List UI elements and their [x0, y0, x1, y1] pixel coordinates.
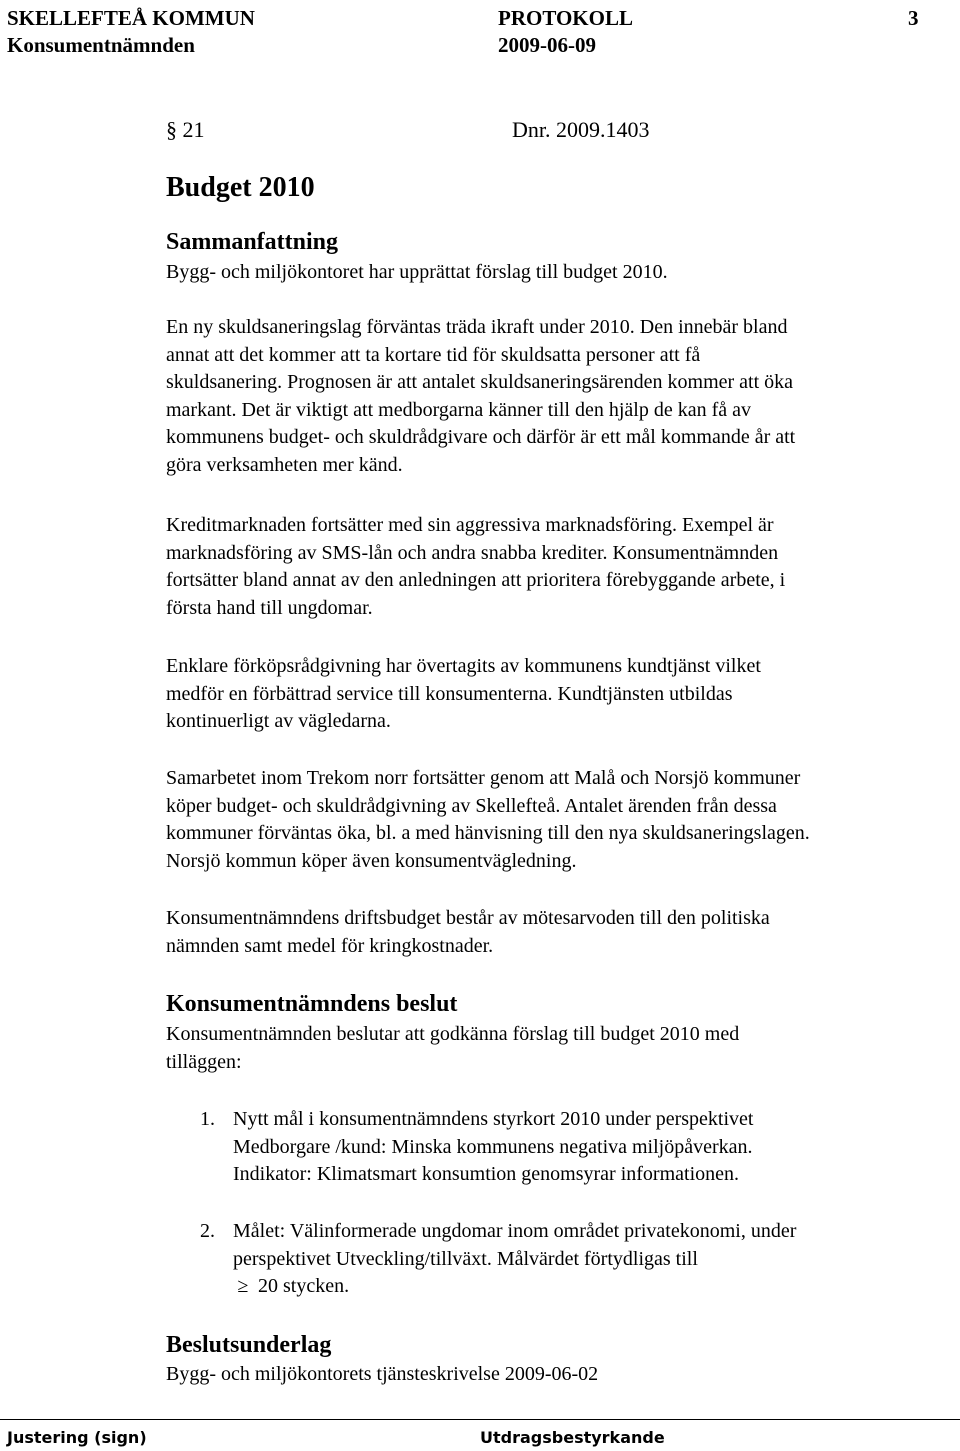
page-title: Budget 2010 [166, 172, 315, 203]
footer-justering: Justering (sign) [7, 1428, 147, 1447]
basis-heading: Beslutsunderlag [166, 1332, 332, 1358]
summary-paragraph-6: Konsumentnämndens driftsbudget består av mötesarvoden till den politiska nämnden samt medel för kringkostnader. [166, 907, 770, 957]
decision-item-2: Målet: Välinformerade ungdomar inom området privatekonomi, under perspektivet Utveckling/tillväxt. Målvärdet förtydligas till ≥ 20 stycken. [233, 1218, 796, 1301]
summary-heading: Sammanfattning [166, 229, 339, 255]
decision-heading: Konsumentnämndens beslut [166, 991, 458, 1017]
summary-paragraph-5: Samarbetet inom Trekom norr fortsätter genom att Malå och Norsjö kommuner köper budget- och skuldrådgivning av Skellefteå. Antalet ärenden från dessa kommuner förväntas öka, bl. a med hänvisning till den nya skuldsaneringslagen. Norsjö kommun köper även konsumentvägledning. [166, 767, 810, 872]
header-page-number: 3 [908, 6, 919, 30]
decision-item-1-number: 1. [200, 1108, 215, 1130]
summary-paragraph-1: Bygg- och miljökontoret har upprättat förslag till budget 2010. [166, 261, 668, 283]
decision-item-2-number: 2. [200, 1220, 215, 1242]
decision-item-1: Nytt mål i konsumentnämndens styrkort 2010 under perspektivet Medborgare /kund: Minska kommunens negativa miljöpåverkan. Indikator: Klimatsmart konsumtion genomsyrar informationen. [233, 1108, 754, 1185]
target-value-text: 20 stycken. [258, 1275, 350, 1297]
header-committee: Konsumentnämnden [7, 33, 195, 57]
dnr: Dnr. 2009.1403 [512, 117, 650, 142]
section-number: § 21 [166, 117, 205, 142]
header-org: SKELLEFTEÅ KOMMUN [7, 6, 255, 30]
signature-divider [0, 1419, 960, 1420]
summary-paragraph-4: Enklare förköpsrådgivning har övertagits av kommunens kundtjänst vilket medför en förbättrad service till konsumenterna. Kundtjänsten utbildas kontinuerligt av vägledarna. [166, 655, 761, 732]
footer-utdragsbestyrkande: Utdragsbestyrkande [480, 1428, 665, 1447]
summary-paragraph-2: En ny skuldsaneringslag förväntas träda ikraft under 2010. Den innebär bland annat att det kommer att ta kortare tid för skuldsatta personer att få skuldsanering. Prognosen är att antalet skuldsaneringsärenden kommer att öka markant. Det är viktigt att medborgarna känner till den hjälp de kan få av kommunens budget- och skuldrådgivare och därför är ett mål kommande år att göra verksamheten mer känd. [166, 316, 796, 476]
greater-or-equal-symbol: ≥ [237, 1275, 249, 1297]
summary-paragraph-3: Kreditmarknaden fortsätter med sin aggressiva marknadsföring. Exempel är marknadsföring av SMS-lån och andra snabba krediter. Konsumentnämnden fortsätter bland annat av den anledningen att prioritera förebyggande arbete, i första hand till ungdomar. [166, 514, 786, 619]
header-date: 2009-06-09 [498, 33, 596, 57]
header-doc-type: PROTOKOLL [498, 6, 633, 30]
basis-text: Bygg- och miljökontorets tjänsteskrivelse 2009-06-02 [166, 1363, 599, 1385]
decision-intro: Konsumentnämnden beslutar att godkänna förslag till budget 2010 med tilläggen: [166, 1023, 740, 1073]
